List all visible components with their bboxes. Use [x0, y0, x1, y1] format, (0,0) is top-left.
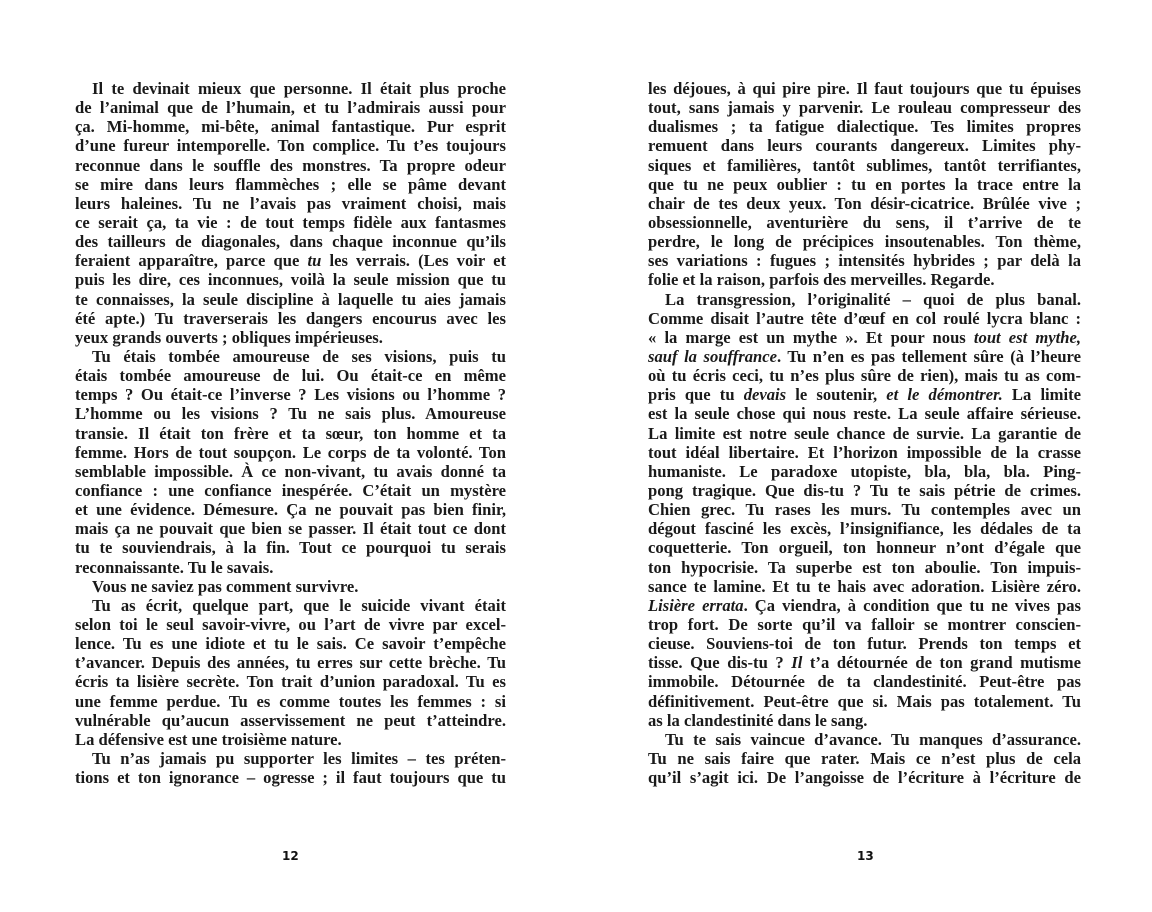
italic-text: devais: [743, 385, 787, 405]
text-segment: pris que tu: [648, 385, 744, 405]
text-line: folie et la raison, parfois des merveilles. Regarde.: [648, 270, 995, 290]
italic-text: sauf la souffrance: [648, 346, 777, 366]
text-segment: les verrais. (Les voir et: [321, 251, 506, 271]
text-line: Comme disait l’autre tête d’œuf en col roulé lycra blanc :: [648, 308, 1081, 328]
text-line: tions et ton ignorance – ogresse ; il faut toujours que tu: [75, 768, 506, 788]
text-line: été apte.) Tu traverserais les dangers encourus avec les: [75, 308, 506, 328]
italic-text: Il: [791, 653, 803, 673]
text-segment: feraient apparaître, parce que: [75, 251, 308, 271]
text-line: La défensive est une troisième nature.: [75, 729, 342, 749]
text-line: tout idéal libertaire. Et l’horizon impossible de la crasse: [648, 442, 1081, 462]
text-line: [75, 251, 506, 270]
text-line: femme. Hors de tout soupçon. Le corps de ta volonté. Ton: [75, 442, 506, 462]
text-line: La limite est notre seule chance de survie. La garantie de: [648, 423, 1081, 443]
text-line: [648, 653, 1081, 672]
text-line: définitivement. Peut-être que si. Mais pas totalement. Tu: [648, 691, 1081, 711]
text-line: d’une fureur intemporelle. Ton complice. Tu t’es toujours: [75, 136, 506, 156]
page-number-right: 13: [857, 849, 874, 863]
text-line: [648, 596, 1081, 615]
text-line: Vous ne saviez pas comment survivre.: [92, 576, 359, 596]
text-line: confiance : une confiance inespérée. C’était un mystère: [75, 480, 506, 500]
text-line: dualismes ; ta fatigue dialectique. Tes limites propres: [648, 117, 1081, 137]
text-segment: tisse. Que dis-tu ?: [648, 653, 792, 673]
text-line: remuent dans leurs courants dangereux. Limites phy-: [648, 136, 1081, 156]
italic-text: et le démontrer.: [886, 385, 1003, 405]
text-line: reconnue dans le souffle des monstres. Ta propre odeur: [75, 155, 506, 175]
text-line: chair de tes deux yeux. Ton désir-cicatrice. Brûlée vive ;: [648, 193, 1081, 213]
text-line: ton hypocrisie. Ta superbe est ton aboulie. Ton impuis-: [648, 557, 1081, 577]
text-line: et une évidence. Démesure. Ça ne pouvait pas bien finir,: [75, 500, 506, 520]
italic-text: tout est mythe,: [973, 327, 1081, 347]
text-line: siques et familières, tantôt sublimes, tantôt terrifiantes,: [648, 155, 1081, 175]
text-line: [648, 347, 1081, 366]
text-line: est la seule chose qui nous reste. La seule affaire sérieuse.: [648, 404, 1081, 424]
text-line: transie. Il était ton frère et ta sœur, ton homme et ta: [75, 423, 506, 443]
text-line: temps ? Ou était-ce l’inverse ? Les visions ou l’homme ?: [75, 385, 506, 405]
text-line: sance te lamine. Et tu te hais avec adoration. Lisière zéro.: [648, 576, 1081, 596]
text-line: yeux grands ouverts ; obliques impérieuses.: [75, 327, 383, 347]
text-line: de l’animal que de l’humain, et tu l’admirais aussi pour: [75, 98, 506, 118]
text-line: [648, 385, 1081, 404]
text-line: se mire dans leurs flammèches ; elle se pâme devant: [75, 174, 506, 194]
text-line: Tu n’as jamais pu supporter les limites – tes préten-: [92, 748, 506, 768]
italic-text: tu: [307, 251, 322, 271]
text-line: trop fort. De sorte qu’il va falloir se montrer conscien-: [648, 614, 1081, 634]
text-segment: le soutenir,: [786, 385, 887, 405]
text-line: tu te souviendrais, à la fin. Tout ce pourquoi tu serais: [75, 538, 506, 558]
text-line: écris ta lisière secrète. Ton trait d’union paradoxal. Tu es: [75, 672, 506, 692]
text-line: mais ça ne pouvait que bien se passer. Il était tout ce dont: [75, 519, 506, 539]
right-page-text: [648, 79, 1081, 787]
text-line: selon toi le seul savoir-vivre, ou l’art de vivre par excel-: [75, 614, 506, 634]
text-line: obsessionnelle, aventurière du sens, il t’arrive de te: [648, 212, 1081, 232]
text-line: leurs haleines. Tu ne l’avais pas vraiment choisi, mais: [75, 193, 506, 213]
text-line: t’avancer. Depuis des années, tu erres sur cette brèche. Tu: [75, 653, 506, 673]
text-line: L’homme ou les visions ? Tu ne sais plus. Amoureuse: [75, 404, 506, 424]
text-segment: « la marge est un mythe ». Et pour nous: [648, 327, 974, 347]
text-line: cieuse. Souviens-toi de ton futur. Prends ton temps et: [648, 634, 1081, 654]
text-line: Tu étais tombée amoureuse de ses visions, puis tu: [92, 346, 506, 366]
text-line: ça. Mi-homme, mi-bête, animal fantastique. Pur esprit: [75, 117, 506, 137]
text-line: Tu te sais vaincue d’avance. Tu manques d’assurance.: [665, 729, 1081, 749]
text-line: qu’il s’agit ici. De l’angoisse de l’écriture à l’écriture de: [648, 768, 1081, 788]
text-segment: La limite: [1002, 385, 1081, 405]
text-line: semblable impossible. À ce non-vivant, tu avais donné ta: [75, 461, 506, 481]
page-number-left: 12: [282, 849, 299, 863]
text-line: coquetterie. Ton orgueil, ton honneur n’ont d’égale que: [648, 538, 1081, 558]
text-line: Chien grec. Tu rases les murs. Tu contemples avec un: [648, 500, 1081, 520]
text-line: tout, sans jamais y parvenir. Le rouleau compresseur des: [648, 98, 1081, 118]
text-line: te connaisses, la seule discipline à laquelle tu aies jamais: [75, 289, 506, 309]
text-line: que tu ne peux oublier : tu en portes la trace entre la: [648, 174, 1081, 194]
text-line: immobile. Détournée de ta clandestinité. Peut-être pas: [648, 672, 1081, 692]
text-line: ses variations : fugues ; intensités hybrides ; par delà la: [648, 251, 1081, 271]
text-line: Tu ne sais faire que rater. Mais ce n’est plus de cela: [648, 748, 1081, 768]
text-line: Tu as écrit, quelque part, que le suicide vivant était: [92, 595, 506, 615]
text-line: pong tragique. Que dis-tu ? Tu te sais pétrie de crimes.: [648, 480, 1081, 500]
text-segment: . Tu n’en es pas tellement sûre (à l’heure: [776, 346, 1081, 366]
text-line: des tailleurs de diagonales, dans chaque inconnue qu’ils: [75, 232, 506, 252]
text-line: La transgression, l’originalité – quoi de plus banal.: [665, 289, 1081, 309]
text-line: reconnaissante. Tu le savais.: [75, 557, 274, 577]
text-line: humaniste. Le paradoxe utopiste, bla, bla, bla. Ping-: [648, 461, 1081, 481]
text-line: ce serait ça, ta vie : de tout temps fidèle aux fantasmes: [75, 212, 506, 232]
text-line: où tu écris ceci, tu n’es plus sûre de rien), mais tu as com-: [648, 366, 1081, 386]
text-line: as la clandestinité dans le sang.: [648, 710, 868, 730]
text-line: puis les dire, ces inconnues, voilà la seule mission que tu: [75, 270, 506, 290]
text-line: dégout fasciné les excès, l’insignifiance, les dédales de ta: [648, 519, 1081, 539]
text-line: lence. Tu es une idiote et tu le sais. Ce savoir t’empêche: [75, 634, 506, 654]
text-line: étais tombée amoureuse de lui. Ou était-ce en même: [75, 366, 506, 386]
text-segment: . Ça viendra, à condition que tu ne vives pas: [743, 595, 1081, 615]
left-page-text: [75, 79, 506, 787]
text-line: [648, 328, 1081, 347]
text-line: Il te devinait mieux que personne. Il était plus proche: [92, 79, 506, 98]
text-line: une femme perdue. Tu es comme toutes les femmes : si: [75, 691, 506, 711]
text-line: perdre, le long de précipices insoutenables. Ton thème,: [648, 232, 1081, 252]
text-line: les déjoues, à qui pire pire. Il faut toujours que tu épuises: [648, 79, 1081, 98]
text-line: vulnérable qu’aucun asservissement ne peut t’atteindre.: [75, 710, 506, 730]
italic-text: Lisière errata: [648, 595, 744, 615]
text-segment: t’a détournée de ton grand mutisme: [802, 653, 1081, 673]
